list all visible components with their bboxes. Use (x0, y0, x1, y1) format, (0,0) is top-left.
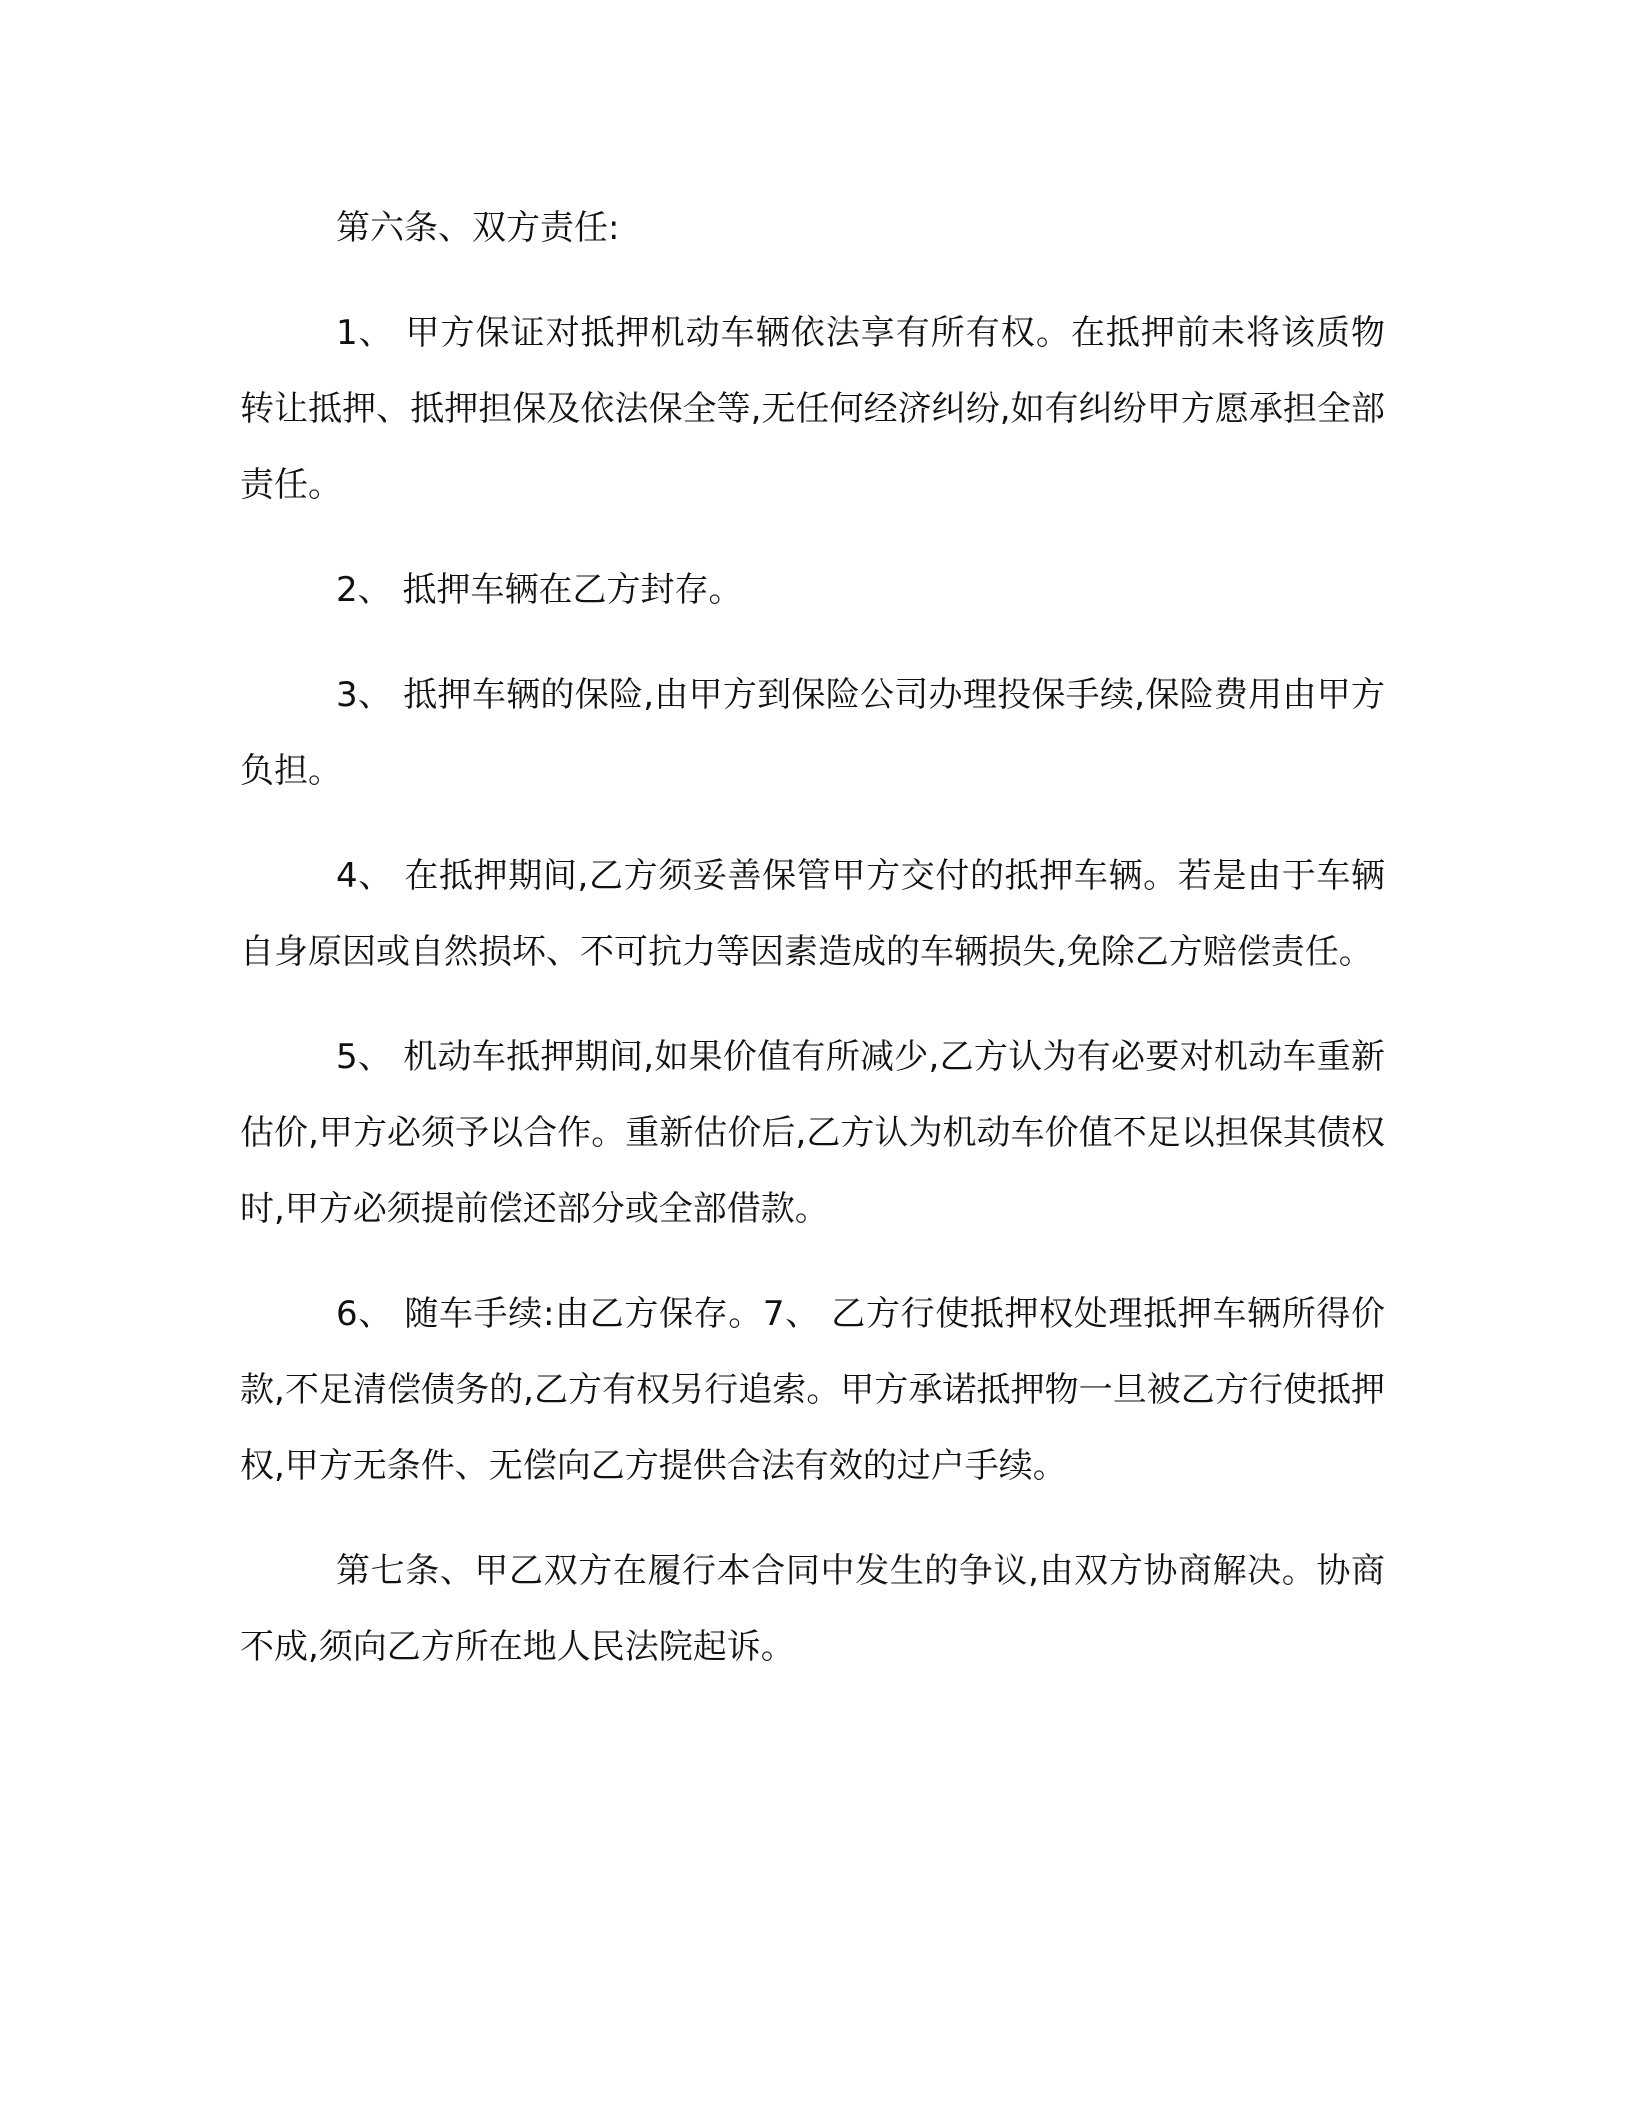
article-6-clause-5: 5、 机动车抵押期间,如果价值有所减少,乙方认为有必要对机动车重新估价,甲方必须予以合作。重新估价后,乙方认为机动车价值不足以担保其债权时,甲方必须提前偿还部分或全部借款。 (240, 1037, 1385, 1229)
article-6-clause-3: 3、 抵押车辆的保险,由甲方到保险公司办理投保手续,保险费用由甲方负担。 (240, 675, 1385, 791)
article-6-clause-4: 4、 在抵押期间,乙方须妥善保管甲方交付的抵押车辆。若是由于车辆自身原因或自然损坏、不可抗力等因素造成的车辆损失,免除乙方赔偿责任。 (240, 856, 1385, 972)
article-6-clause-1: 1、 甲方保证对抵押机动车辆依法享有所有权。在抵押前未将该质物转让抵押、抵押担保及依法保全等,无任何经济纠纷,如有纠纷甲方愿承担全部责任。 (240, 313, 1385, 505)
article-6-clause-6-7: 6、 随车手续:由乙方保存。7、 乙方行使抵押权处理抵押车辆所得价款,不足清偿债务的,乙方有权另行追索。甲方承诺抵押物一旦被乙方行使抵押权,甲方无条件、无偿向乙方提供合法有效的过户手续。 (240, 1294, 1385, 1486)
article-6-clause-2: 2、 抵押车辆在乙方封存。 (336, 570, 743, 610)
article-6-heading: 第六条、双方责任: (336, 208, 620, 248)
document-body (240, 190, 1385, 1685)
article-7-paragraph: 第七条、甲乙双方在履行本合同中发生的争议,由双方协商解决。协商不成,须向乙方所在地人民法院起诉。 (240, 1551, 1385, 1667)
